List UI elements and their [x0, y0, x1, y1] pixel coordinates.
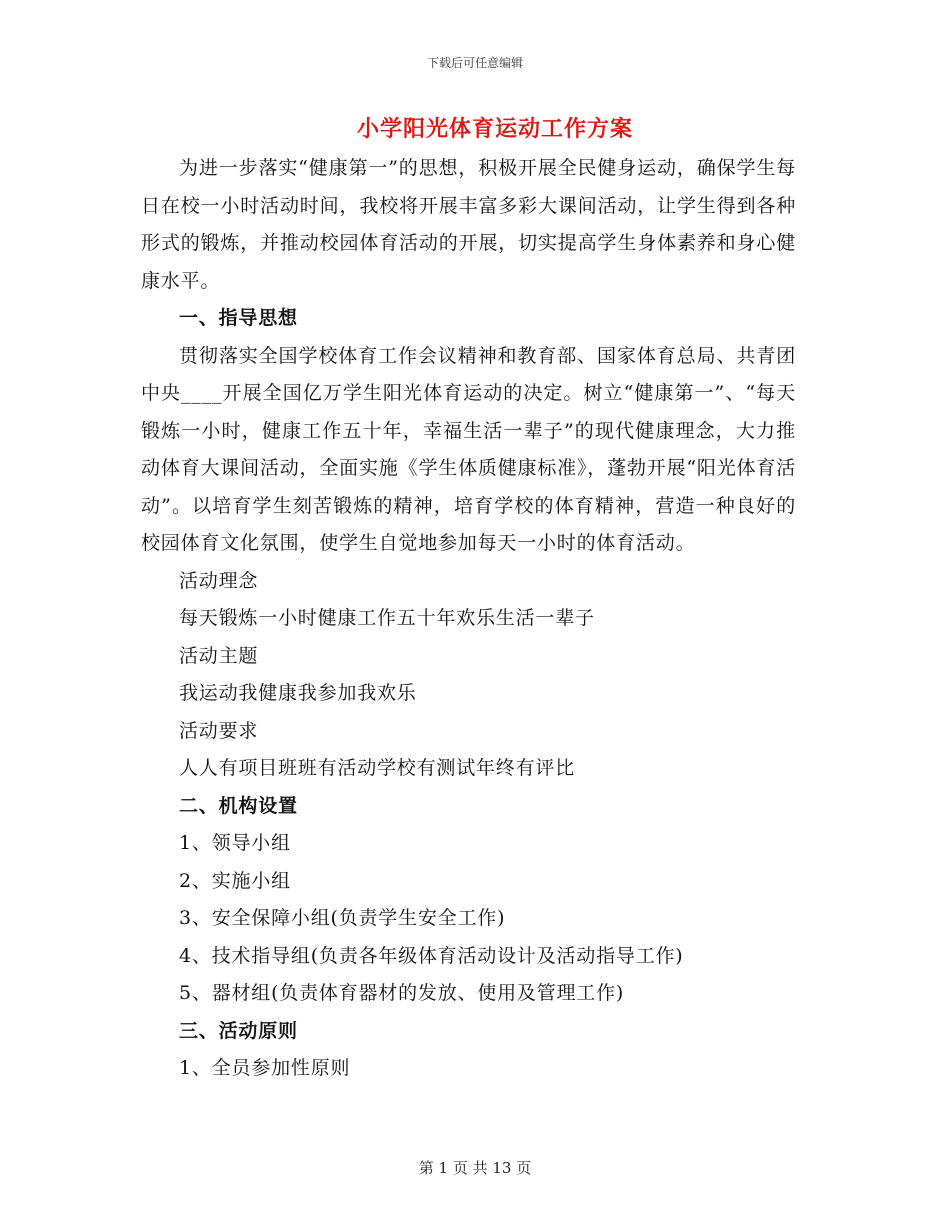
activity-theme-label: 活动主题 — [179, 644, 259, 667]
activity-requirement-label: 活动要求 — [179, 719, 259, 742]
list-item: 2、实施小组 — [179, 869, 291, 892]
activity-theme-text: 我运动我健康我参加我欢乐 — [179, 682, 417, 704]
section-heading-guiding-ideology: 一、指导思想 — [179, 307, 298, 329]
document-body — [141, 150, 796, 1088]
section-heading-organization: 二、机构设置 — [179, 794, 298, 817]
section-heading-principles: 三、活动原则 — [179, 1019, 298, 1042]
activity-concept-text: 每天锻炼一小时健康工作五十年欢乐生活一辈子 — [179, 607, 595, 629]
page-header: 下载后可任意编辑 — [426, 56, 523, 70]
guiding-ideology-paragraph: 贯彻落实全国学校体育工作会议精神和教育部、国家体育总局、共青团中央____开展全国亿万学生阳光体育运动的决定。树立“健康第一”、“每天锻炼一小时，健康工作五十年，幸福生活一辈子”的现代健康理念，大力推动体育大课间活动，全面实施《学生体质健康标准》，蓬勃开展“阳光体育活动”。以培育学生刻苦锻炼的精神，培育学校的体育精神，营造一种良好的校园体育文化氛围，使学生自觉地参加每天一小时的体育活动。 — [141, 344, 796, 554]
list-item: 1、全员参加性原则 — [179, 1057, 351, 1079]
list-item: 4、技术指导组(负责各年级体育活动设计及活动指导工作) — [179, 944, 684, 967]
activity-requirement-text: 人人有项目班班有活动学校有测试年终有评比 — [179, 757, 576, 779]
page-number: 第 1 页 共 13 页 — [418, 1159, 532, 1177]
list-item: 1、领导小组 — [179, 832, 291, 854]
list-item: 5、器材组(负责体育器材的发放、使用及管理工作) — [179, 982, 625, 1004]
activity-concept-label: 活动理念 — [179, 569, 259, 592]
intro-paragraph: 为进一步落实“健康第一”的思想，积极开展全民健身运动，确保学生每日在校一小时活动时间，我校将开展丰富多彩大课间活动，让学生得到各种形式的锻炼，并推动校园体育活动的开展，切实提高学生身体素养和身心健康水平。 — [141, 157, 796, 292]
list-item: 3、安全保障小组(负责学生安全工作) — [179, 907, 506, 929]
document-title: 小学阳光体育运动工作方案 — [356, 116, 633, 142]
